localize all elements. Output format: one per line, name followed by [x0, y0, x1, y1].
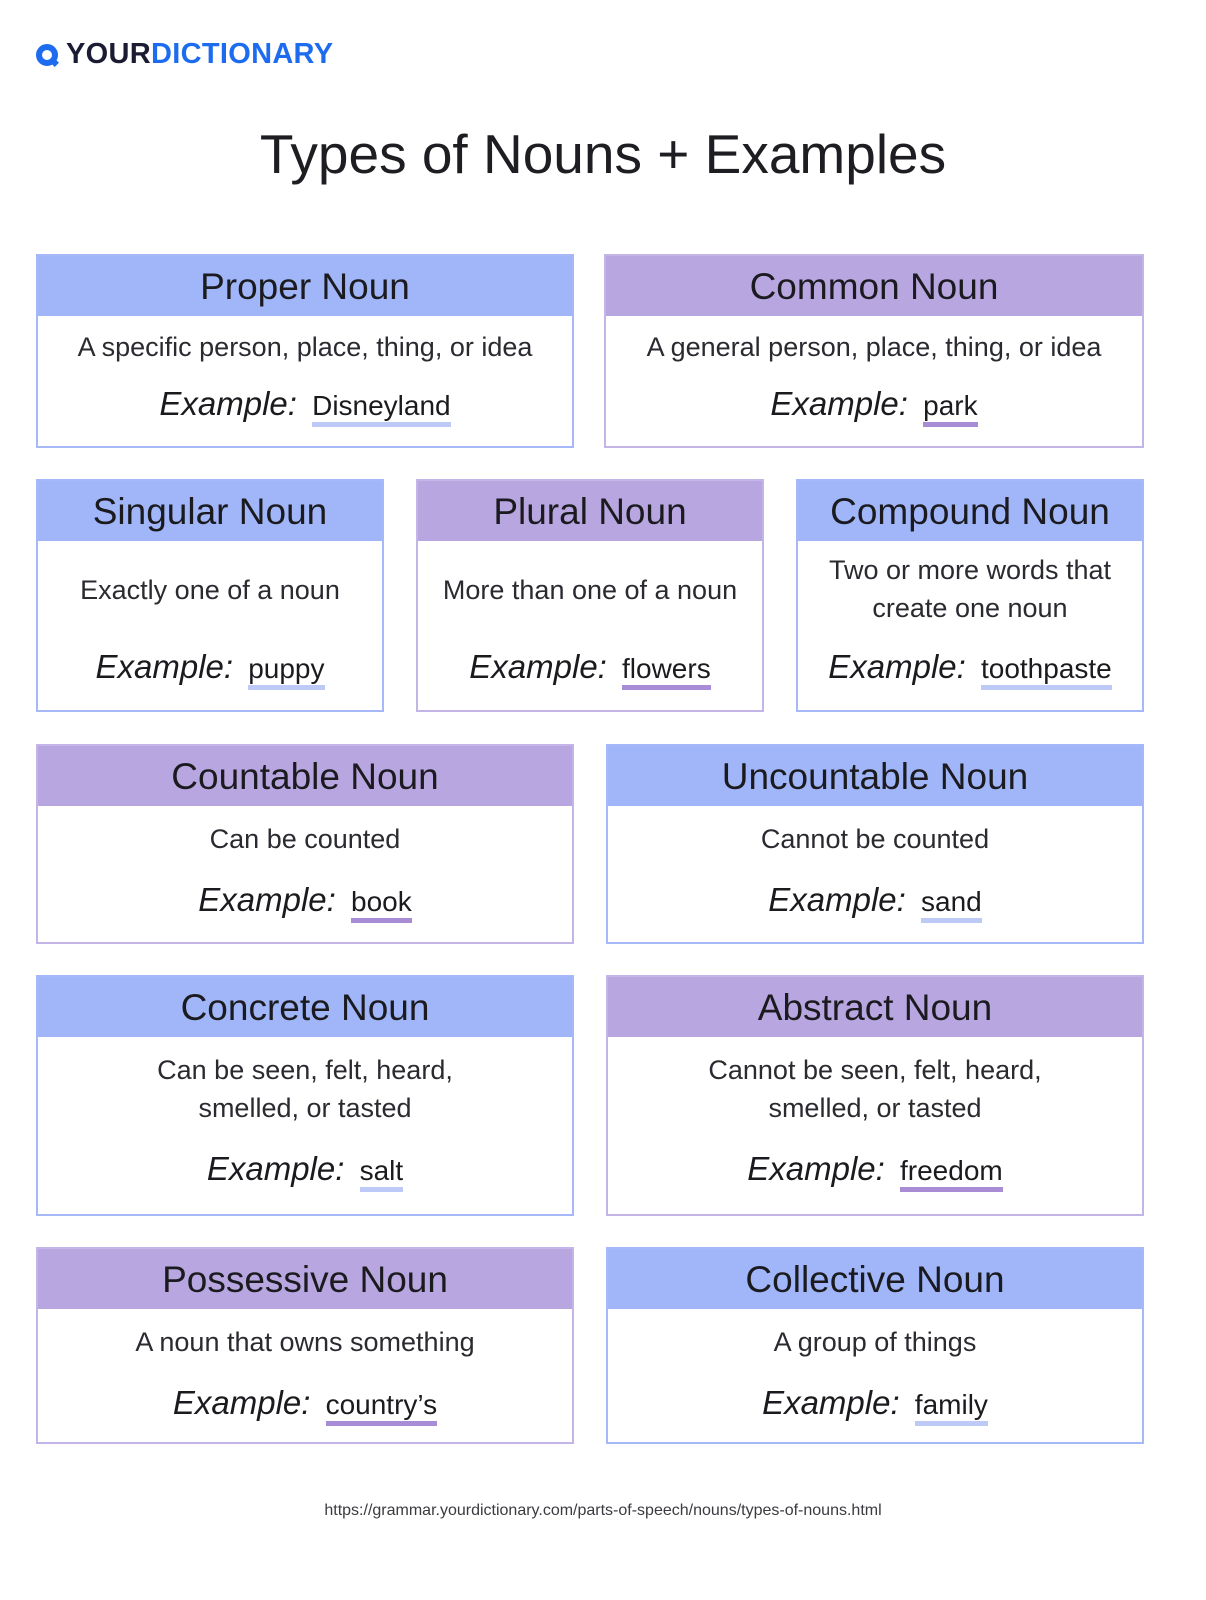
source-url[interactable]: https://grammar.yourdictionary.com/parts-of-speech/nouns/types-of-nouns.html: [324, 1502, 882, 1519]
logo-q-icon: [36, 44, 58, 66]
card-example: [418, 647, 762, 690]
brand-logo[interactable]: [36, 38, 333, 71]
example-word: sand: [921, 886, 982, 923]
example-label: Example:: [95, 648, 234, 685]
card-description: More than one of a noun: [442, 575, 738, 605]
card-title: Collective Noun: [608, 1249, 1142, 1309]
example-word: family: [915, 1389, 988, 1426]
card-countable-noun: [36, 744, 574, 944]
example-label: Example:: [762, 1384, 900, 1421]
card-title: Possessive Noun: [38, 1249, 572, 1309]
brand-name-part1: YOUR: [66, 38, 151, 70]
example-word: salt: [360, 1155, 404, 1192]
example-label: Example:: [828, 648, 966, 685]
card-body: [38, 1037, 572, 1214]
example-label: Example:: [206, 1150, 345, 1187]
example-label: Example:: [770, 385, 908, 422]
card-example: [38, 1383, 572, 1426]
card-body: [608, 806, 1142, 942]
card-proper-noun: [36, 254, 574, 448]
example-word: country’s: [326, 1389, 438, 1426]
card-example: [38, 647, 382, 690]
example-word: flowers: [622, 653, 711, 690]
example-label: Example:: [469, 648, 607, 685]
card-description: A noun that owns something: [135, 1327, 475, 1357]
example-word: book: [351, 886, 412, 923]
example-label: Example:: [159, 385, 297, 422]
card-uncountable-noun: [606, 744, 1144, 944]
card-example: [798, 647, 1142, 690]
card-example: [38, 1149, 572, 1192]
card-plural-noun: [416, 479, 764, 712]
card-title: Common Noun: [606, 256, 1142, 316]
card-description: Exactly one of a noun: [80, 575, 340, 605]
card-description: Can be counted: [209, 824, 401, 854]
card-body: [608, 1037, 1142, 1214]
card-body: [608, 1309, 1142, 1442]
card-example: [608, 1383, 1142, 1426]
card-description: A group of things: [773, 1327, 977, 1357]
example-word: freedom: [900, 1155, 1003, 1192]
example-word: toothpaste: [981, 653, 1112, 690]
example-label: Example:: [747, 1150, 885, 1187]
card-example: [606, 384, 1142, 427]
card-title: Countable Noun: [38, 746, 572, 806]
example-label: Example:: [198, 881, 336, 918]
card-concrete-noun: [36, 975, 574, 1216]
card-collective-noun: [606, 1247, 1144, 1444]
card-example: [608, 1149, 1142, 1192]
card-body: [38, 541, 382, 710]
card-title: Compound Noun: [798, 481, 1142, 541]
example-word: puppy: [248, 653, 324, 690]
card-example: [608, 880, 1142, 923]
example-label: Example:: [172, 1384, 311, 1421]
card-description: A specific person, place, thing, or idea: [77, 332, 533, 362]
card-body: [38, 1309, 572, 1442]
brand-name-part2: DICTIONARY: [151, 38, 334, 70]
page-title: Types of Nouns + Examples: [259, 123, 947, 185]
card-title: Plural Noun: [418, 481, 762, 541]
card-description: Two or more words that create one noun: [828, 555, 1112, 623]
card-title: Abstract Noun: [608, 977, 1142, 1037]
card-description: A general person, place, thing, or idea: [646, 332, 1102, 362]
card-compound-noun: [796, 479, 1144, 712]
card-body: [798, 541, 1142, 710]
card-body: [38, 316, 572, 446]
example-word: Disneyland: [312, 390, 451, 427]
card-possessive-noun: [36, 1247, 574, 1444]
card-title: Uncountable Noun: [608, 746, 1142, 806]
card-common-noun: [604, 254, 1144, 448]
example-word: park: [923, 390, 977, 427]
card-abstract-noun: [606, 975, 1144, 1216]
brand-name: [66, 38, 333, 71]
card-description: Cannot be counted: [760, 824, 990, 854]
card-singular-noun: [36, 479, 384, 712]
card-title: Singular Noun: [38, 481, 382, 541]
example-label: Example:: [768, 881, 906, 918]
card-title: Proper Noun: [38, 256, 572, 316]
card-body: [38, 806, 572, 942]
card-title: Concrete Noun: [38, 977, 572, 1037]
card-description: Cannot be seen, felt, heard, smelled, or tasted: [708, 1055, 1042, 1123]
card-body: [606, 316, 1142, 446]
card-description: Can be seen, felt, heard, smelled, or tasted: [157, 1055, 453, 1123]
card-example: [38, 880, 572, 923]
card-example: [38, 384, 572, 427]
card-body: [418, 541, 762, 710]
